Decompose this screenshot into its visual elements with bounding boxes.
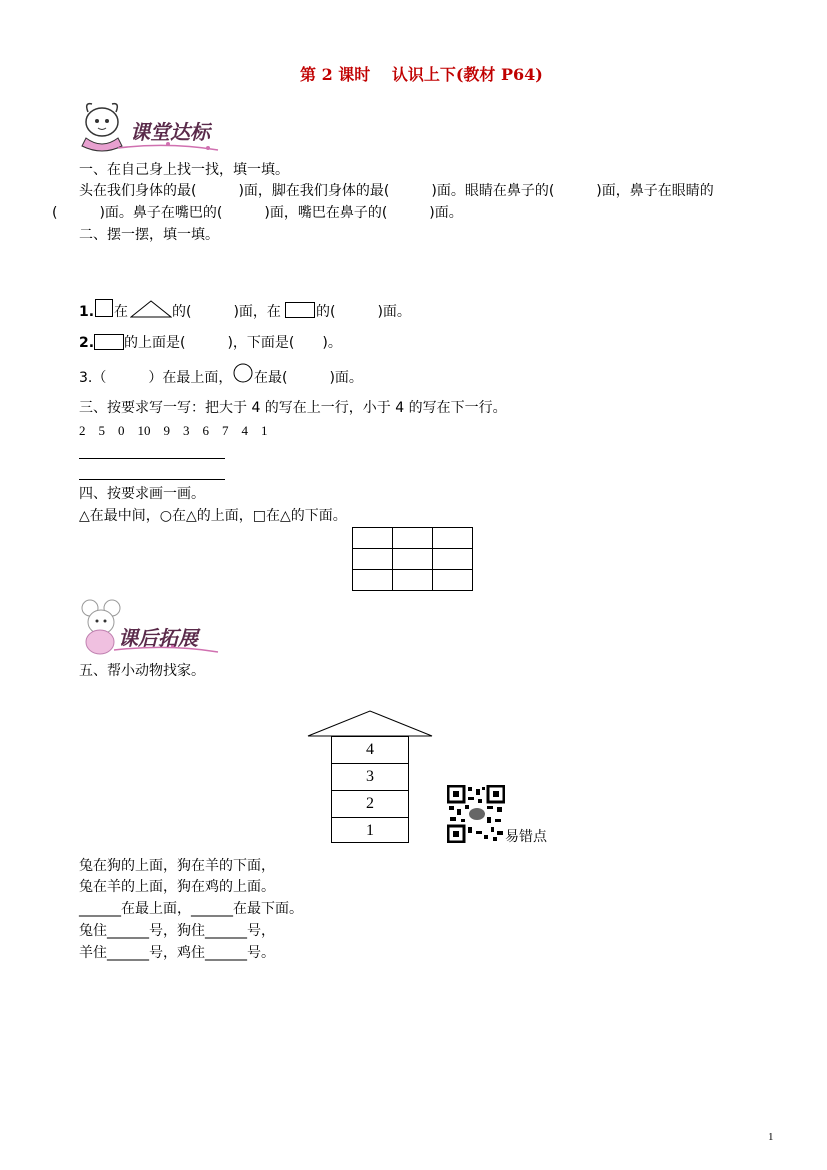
- rectangle-shape-icon: [94, 334, 124, 350]
- floor-2: 2: [331, 790, 409, 818]
- floor-4: 4: [331, 736, 409, 764]
- section2-heading: 二、摆一摆，填一填。: [79, 227, 219, 243]
- floor-3: 3: [331, 763, 409, 791]
- q1-text-c: 的( )面。: [316, 304, 411, 320]
- section4-heading: 四、按要求画一画。: [79, 486, 205, 502]
- q1-text-a: 在: [114, 304, 128, 320]
- circle-shape-icon: [232, 362, 254, 384]
- section4-instruction: △在最中间，○在△的上面，□在△的下面。: [79, 508, 347, 524]
- banner-label: 课后拓展: [118, 626, 198, 650]
- clue-line-2: 兔在羊的上面，狗在鸡的上面。: [79, 879, 275, 895]
- q3-text-a: 3.（ ）在最上面，: [79, 370, 233, 386]
- rectangle-shape-icon: [285, 302, 315, 318]
- q1-number: 1.: [79, 304, 95, 320]
- q3-text-b: 在最( )面。: [254, 370, 363, 386]
- answer-line-upper[interactable]: [79, 458, 225, 459]
- page-number: 1: [768, 1131, 774, 1143]
- section3-heading: 三、按要求写一写：把大于 4 的写在上一行，小于 4 的写在下一行。: [79, 400, 507, 416]
- page-title: 第 2 课时 认识上下(教材 P64): [300, 65, 543, 84]
- banner-label: 课堂达标: [130, 120, 210, 144]
- section1-line2: ( )面。鼻子在嘴巴的( )面，嘴巴在鼻子的( )面。: [52, 205, 463, 221]
- answer-line-3[interactable]: 羊住______号，鸡住______号。: [79, 945, 275, 961]
- square-shape-icon: [95, 299, 113, 317]
- qr-code-icon[interactable]: [447, 785, 505, 843]
- section1-line1: 头在我们身体的最( )面，脚在我们身体的最( )面。眼睛在鼻子的( )面，鼻子在眼睛的: [79, 183, 714, 199]
- section1-heading: 一、在自己身上找一找，填一填。: [79, 162, 289, 178]
- house-roof: [307, 710, 433, 738]
- answer-line-1[interactable]: ______在最上面，______在最下面。: [79, 901, 303, 917]
- section5-heading: 五、帮小动物找家。: [79, 663, 205, 679]
- banner-class-practice: [78, 98, 228, 156]
- triangle-shape-icon: [130, 300, 172, 318]
- floor-1: 1: [331, 817, 409, 843]
- number-list: 2 5 0 10 9 3 6 7 4 1: [79, 423, 268, 438]
- q1-text-b: 的( )面，在: [172, 304, 281, 320]
- q2-text: 的上面是( )，下面是( )。: [124, 335, 342, 351]
- banner-after-class: [78, 598, 228, 658]
- drawing-grid[interactable]: [352, 527, 473, 591]
- answer-line-lower[interactable]: [79, 479, 225, 480]
- answer-line-2[interactable]: 兔住______号，狗住______号，: [79, 923, 275, 939]
- qr-label: 易错点: [505, 829, 547, 845]
- clue-line-1: 兔在狗的上面，狗在羊的下面，: [79, 858, 275, 874]
- q2-number: 2.: [79, 335, 95, 351]
